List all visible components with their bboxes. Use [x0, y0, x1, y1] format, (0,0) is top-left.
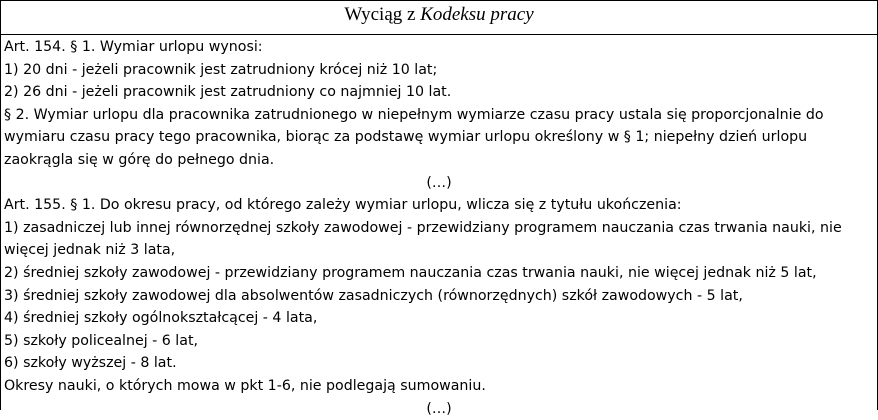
art155-item-5: 5) szkoły policealnej - 6 lat,: [4, 330, 874, 353]
art155-item-6: 6) szkoły wyższej - 8 lat.: [4, 352, 874, 375]
title-prefix: Wyciąg z: [344, 4, 420, 25]
art155-item-2: 2) średniej szkoły zawodowej - przewidziany programem nauczania czas trwania nauki, nie więcej jednak niż 5 lat,: [4, 262, 874, 285]
document-title: [1, 1, 877, 35]
art155-item-1-line-2: więcej jednak niż 3 lata,: [4, 239, 874, 262]
art155-closing: Okresy nauki, o których mowa w pkt 1-6, nie podlegają sumowaniu.: [4, 375, 874, 398]
art154-par2-line-1: § 2. Wymiar urlopu dla pracownika zatrudnionego w niepełnym wymiarze czasu pracy ustala się proporcjonalnie do: [4, 104, 874, 127]
document-body: [1, 35, 877, 420]
art155-item-3: 3) średniej szkoły zawodowej dla absolwentów zasadniczych (równorzędnych) szkół zawodowych - 5 lat,: [4, 285, 874, 308]
art155-heading: Art. 155. § 1. Do okresu pracy, od którego zależy wymiar urlopu, wlicza się z tytułu ukończenia:: [4, 194, 874, 217]
art155-item-4: 4) średniej szkoły ogólnokształcącej - 4 lata,: [4, 307, 874, 330]
art154-par2-line-3: zaokrągla się w górę do pełnego dnia.: [4, 149, 874, 172]
art155-item-1-line-1: 1) zasadniczej lub innej równorzędnej szkoły zawodowej - przewidziany programem nauczania czas trwania nauki, nie: [4, 217, 874, 240]
ellipsis-1: (…): [4, 172, 874, 195]
art154-heading: Art. 154. § 1. Wymiar urlopu wynosi:: [4, 36, 874, 59]
art154-item-1: 1) 20 dni - jeżeli pracownik jest zatrudniony krócej niż 10 lat;: [4, 59, 874, 82]
title-italic: Kodeksu pracy: [420, 4, 533, 25]
ellipsis-2: (…): [4, 398, 874, 420]
art154-item-2: 2) 26 dni - jeżeli pracownik jest zatrudniony co najmniej 10 lat.: [4, 81, 874, 104]
art154-par2-line-2: wymiaru czasu pracy tego pracownika, biorąc za podstawę wymiar urlopu określony w § 1; niepełny dzień urlopu: [4, 126, 874, 149]
